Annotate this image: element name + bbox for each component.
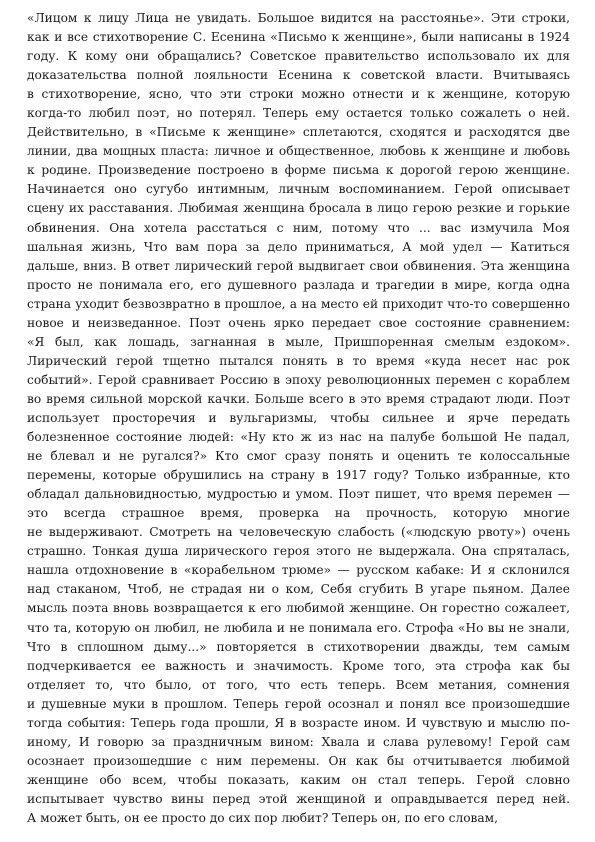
text-line: во время сильной морской качки. Больше всего в это время страдают люди. Поэт bbox=[27, 391, 570, 406]
text-line: как и все стихотворение С. Есенина «Письмо к женщине», были написаны в 1924 bbox=[27, 30, 570, 45]
text-line: просто не понимала его, его душевного разлада и трагедии в мире, когда одна bbox=[27, 277, 570, 292]
text-line: Что в сплошном дыму...» повторяется в стихотворении дважды, тем самым bbox=[27, 639, 570, 654]
text-line: мысль поэта вновь возвращается к его любимой женщине. Он горестно сожалеет, bbox=[27, 601, 570, 616]
text-line: в стихотворение, ясно, что эти строки можно отнести и к женщине, которую bbox=[27, 87, 570, 102]
text-line: когда-то любил поэт, но потерял. Теперь ему остается только сожалеть о ней. bbox=[27, 106, 570, 121]
text-line: над стаканом, Чтоб, не страдая ни о ком, Себя сгубить В угаре пьяном. Далее bbox=[27, 582, 570, 597]
text-line: что та, которую он любил, не любила и не понимала его. Строфа «Но вы не знали, bbox=[27, 620, 570, 635]
text-line: новое и неизведанное. Поэт очень ярко передает свое состояние сравнением: bbox=[27, 315, 570, 330]
text-line: «Я был, как лошадь, загнанная в мыле, Пришпоренная смелым ездоком». bbox=[27, 334, 570, 349]
text-line: иному, И говорю за праздничным вином: Хвала и слава рулевому! Герой сам bbox=[27, 734, 570, 749]
text-line: обладал дальновидностью, мудростью и умом. Поэт пишет, что время перемен — bbox=[27, 487, 570, 502]
text-line: Начинается оно сугубо интимным, личным воспоминанием. Герой описывает bbox=[27, 182, 570, 197]
text-line: подчеркивается ее важность и значимость. Кроме того, эта строфа как бы bbox=[27, 658, 570, 673]
text-line: линии, два мощных пласта: личное и общественное, любовь к женщине и любовь bbox=[27, 144, 570, 159]
text-line: событий». Герой сравнивает Россию в эпоху революционных перемен с кораблем bbox=[27, 372, 570, 387]
text-line: женщине обо всем, чтобы показать, каким он стал теперь. Герой словно bbox=[27, 772, 570, 787]
text-line: использует просторечия и вульгаризмы, чтобы сильнее и ярче передать bbox=[27, 410, 570, 425]
text-line: это всегда страшное время, проверка на прочность, которую многие bbox=[27, 506, 570, 521]
text-line: тогда события: Теперь года прошли, Я в возрасте ином. И чувствую и мыслю по- bbox=[27, 715, 570, 730]
text-line: «Лицом к лицу Лица не увидать. Большое видится на расстоянье». Эти строки, bbox=[27, 11, 570, 25]
text-line: отделяет то, что было, от того, что есть теперь. Всем метания, сомнения bbox=[27, 677, 570, 692]
text-line: А может быть, он ее просто до сих пор любит? Теперь он, по его словам, bbox=[27, 810, 499, 825]
text-line: году. К кому они обращались? Советское правительство использовало их для bbox=[27, 49, 570, 64]
text-line: испытывает чувство вины перед этой женщиной и оправдывается перед ней. bbox=[27, 791, 570, 806]
text-line: болезненное состояние людей: «Ну кто ж из нас на палубе большой Не падал, bbox=[27, 430, 570, 445]
text-line: Лирический герой тщетно пытался понять в то время «куда несет нас рок bbox=[27, 353, 570, 368]
text-line: доказательства полной лояльности Есенина к советской власти. Вчитываясь bbox=[27, 68, 570, 83]
text-line: страна уходит безвозвратно в прошлое, а на место ей приходит что-то совершенно bbox=[27, 296, 570, 311]
text-line: к родине. Произведение построено в форме письма к дорогой герою женщине. bbox=[27, 163, 570, 178]
text-line: сцену их расставания. Любимая женщина бросала в лицо герою резкие и горькие bbox=[27, 201, 570, 216]
text-line: не выдерживают. Смотреть на человеческую слабость («людскую рвоту») очень bbox=[27, 525, 570, 540]
text-line: обвинения. Она хотела расстаться с ним, потому что ... вас измучила Моя bbox=[27, 220, 570, 235]
text-line: осознает произошедшие с ним перемены. Он как бы отчитывается любимой bbox=[27, 753, 570, 768]
text-line: нашла отдохновение в «корабельном трюме» — русском кабаке: И я склонился bbox=[27, 563, 570, 578]
text-line: перемены, которые обрушились на страну в 1917 году? Только избранные, кто bbox=[27, 468, 570, 483]
text-line: и душевные муки в прошлом. Теперь герой осознал и понял все произошедшие bbox=[27, 696, 570, 711]
text-line: дальше, вниз. В ответ лирический герой выдвигает свои обвинения. Эта женщина bbox=[27, 258, 570, 273]
text-line: страшно. Тонкая душа лирического героя этого не выдержала. Она спряталась, bbox=[27, 544, 570, 559]
article-text bbox=[0, 9, 595, 828]
text-line: не блевал и не ругался?» Кто смог сразу понять и оценить те колоссальные bbox=[27, 449, 570, 464]
text-line: шальная жизнь, Что вам пора за дело приниматься, А мой удел — Катиться bbox=[27, 239, 570, 254]
text-line: Действительно, в «Письме к женщине» сплетаются, сходятся и расходятся две bbox=[27, 125, 570, 140]
